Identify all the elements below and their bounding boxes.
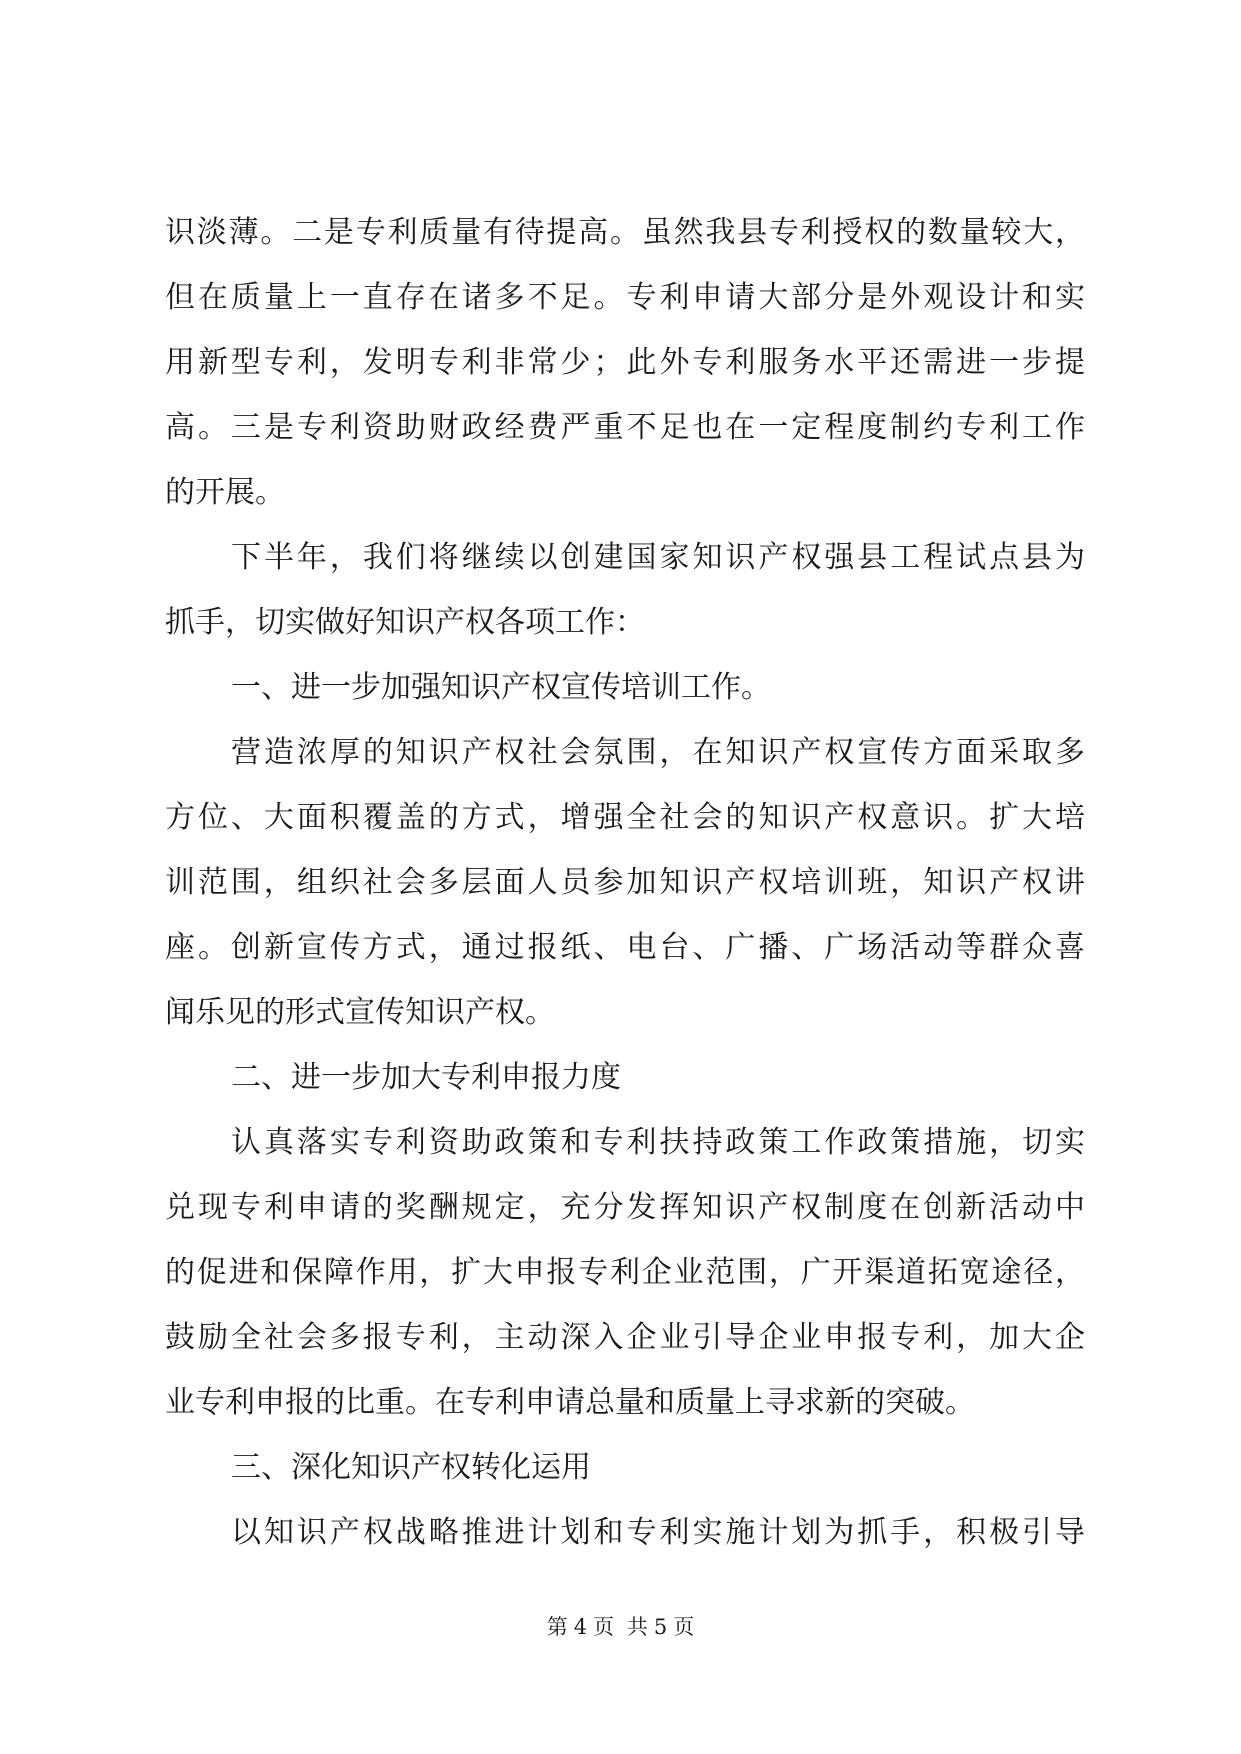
text-line: 下半年，我们将继续以创建国家知识产权强县工程试点县为	[231, 540, 1085, 575]
document-body	[165, 200, 1085, 1565]
text-line: 识淡薄。二是专利质量有待提高。虽然我县专利授权的数量较大，	[165, 215, 1085, 250]
text-line: 认真落实专利资助政策和专利扶持政策工作政策措施，切实	[231, 1125, 1085, 1160]
text-line: 的促进和保障作用，扩大申报专利企业范围，广开渠道拓宽途径，	[165, 1255, 1085, 1290]
text-line: 一、进一步加强知识产权宣传培训工作。	[231, 670, 771, 705]
text-line: 二、进一步加大专利申报力度	[231, 1060, 621, 1095]
text-line: 训范围，组织社会多层面人员参加知识产权培训班，知识产权讲	[165, 865, 1085, 900]
text-line: 高。三是专利资助财政经费严重不足也在一定程度制约专利工作	[165, 410, 1085, 445]
text-line: 用新型专利，发明专利非常少；此外专利服务水平还需进一步提	[165, 345, 1085, 380]
page-total-prefix: 共	[626, 1615, 648, 1639]
page-number-prefix: 第	[546, 1615, 568, 1639]
text-line: 鼓励全社会多报专利，主动深入企业引导企业申报专利，加大企	[165, 1320, 1085, 1355]
page-number-unit: 页	[593, 1615, 615, 1639]
text-line: 三、深化知识产权转化运用	[231, 1450, 591, 1485]
page-total-unit: 页	[673, 1615, 695, 1639]
text-line: 营造浓厚的知识产权社会氛围，在知识产权宣传方面采取多	[231, 735, 1085, 770]
text-line: 但在质量上一直存在诸多不足。专利申请大部分是外观设计和实	[165, 280, 1085, 315]
page-number-current: 4	[573, 1615, 588, 1639]
text-line: 以知识产权战略推进计划和专利实施计划为抓手，积极引导	[231, 1515, 1085, 1550]
text-line: 业专利申报的比重。在专利申请总量和质量上寻求新的突破。	[165, 1385, 975, 1420]
text-line: 座。创新宣传方式，通过报纸、电台、广播、广场活动等群众喜	[165, 930, 1085, 965]
page-number-total: 5	[653, 1615, 668, 1639]
text-line: 抓手，切实做好知识产权各项工作：	[165, 605, 645, 640]
text-line: 兑现专利申请的奖酬规定，充分发挥知识产权制度在创新活动中	[165, 1190, 1085, 1225]
text-line: 的开展。	[165, 475, 285, 510]
page-footer	[0, 1612, 1241, 1642]
text-line: 方位、大面积覆盖的方式，增强全社会的知识产权意识。扩大培	[165, 800, 1085, 835]
text-line: 闻乐见的形式宣传知识产权。	[165, 995, 555, 1030]
